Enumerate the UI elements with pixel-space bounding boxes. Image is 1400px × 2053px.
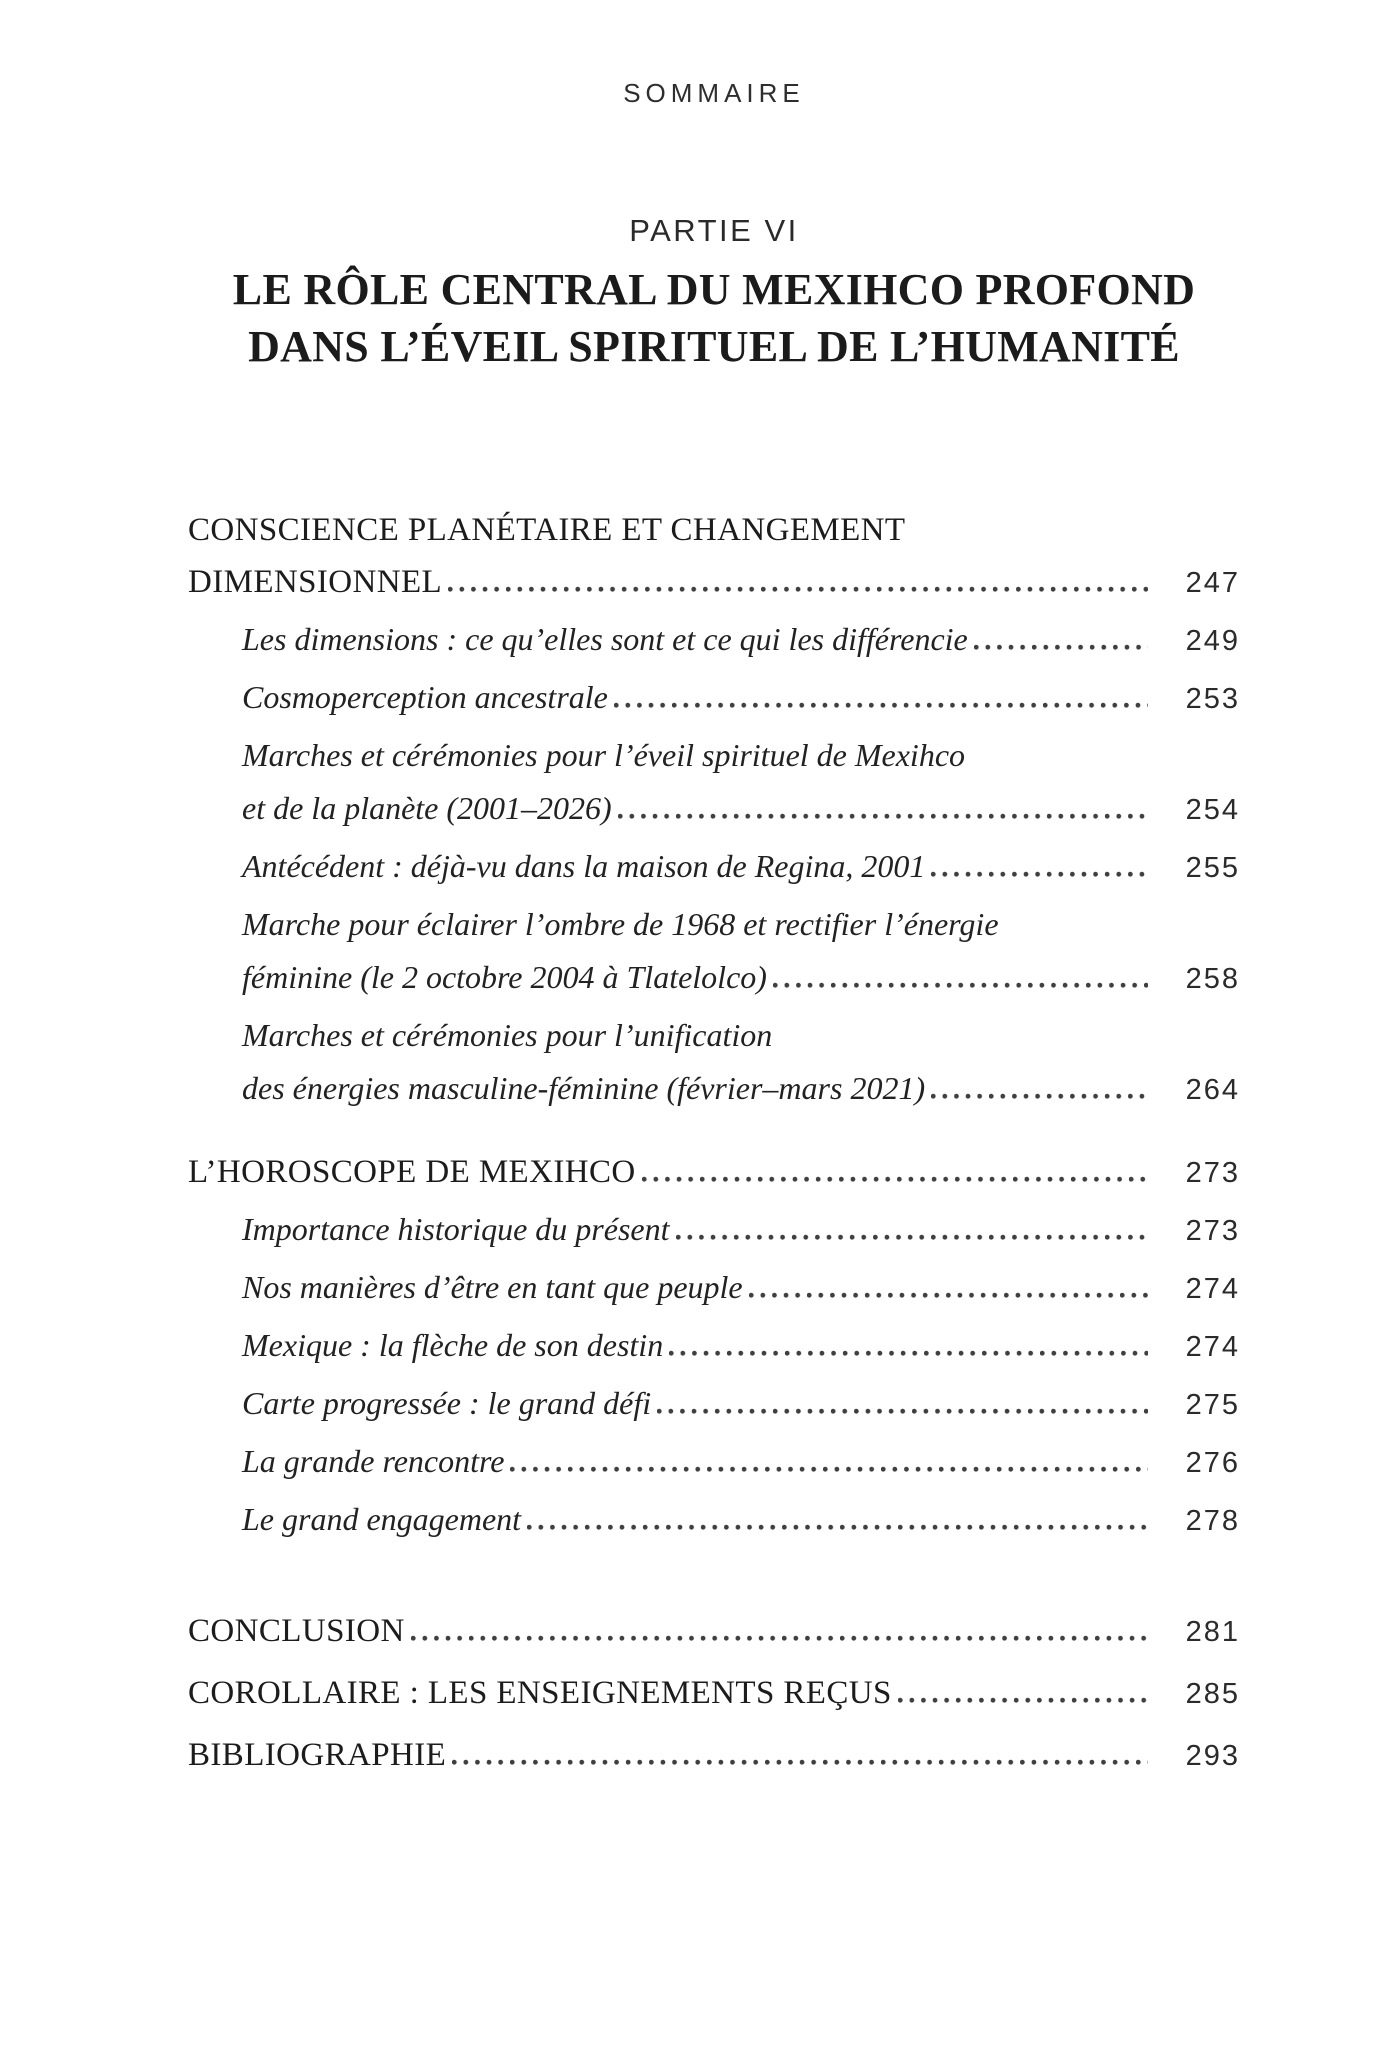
dotted-leader [931,867,1148,877]
toc-entry-line [242,1264,1240,1312]
toc-list [188,507,1240,1779]
toc-entry-text: Marches et cérémonies pour l’éveil spirituel de Mexihco [242,737,966,773]
toc-entry-line [188,1670,1240,1717]
page-number: 254 [1185,794,1240,826]
toc-entry-text: L’HOROSCOPE DE MEXIHCO [188,1154,636,1190]
toc-entry [188,616,1240,664]
toc-entry-line [188,507,1240,559]
dotted-leader [448,582,1148,592]
toc-entry-line [242,1496,1240,1544]
toc-entry [188,1732,1240,1779]
toc-entry-line [242,954,1240,1002]
toc-entry [188,732,1240,833]
toc-entry-line [242,1206,1240,1254]
toc-entry-text: Le grand engagement [242,1501,522,1537]
toc-entry-line [242,616,1240,664]
dotted-leader [676,1230,1149,1240]
dotted-leader [669,1346,1148,1356]
toc-entry-line [242,1065,1240,1113]
toc-entry-text: Nos manières d’être en tant que peuple [242,1269,743,1305]
toc-entry-line [242,732,1240,785]
toc-entry-text: Cosmoperception ancestrale [242,679,608,715]
toc-entry [188,1438,1240,1486]
toc-entry-text: CONSCIENCE PLANÉTAIRE ET CHANGEMENT [188,512,906,548]
dotted-leader [773,978,1148,988]
toc-entry [188,1206,1240,1254]
dotted-leader [749,1288,1148,1298]
toc-entry-line [242,785,1240,833]
dotted-leader [898,1693,1148,1703]
page-number: 285 [1185,1678,1240,1710]
toc-entry [188,1264,1240,1312]
toc-entry-text: Marches et cérémonies pour l’unification [242,1017,773,1053]
toc-entry-text: Importance historique du présent [242,1211,670,1247]
toc-entry-text: BIBLIOGRAPHIE [188,1737,447,1773]
dotted-leader [931,1089,1148,1099]
page-number: 281 [1185,1616,1240,1648]
page-number: 293 [1185,1740,1240,1772]
toc-entry-text: La grande rencontre [242,1443,505,1479]
page-number: 274 [1185,1331,1240,1363]
page-number: 253 [1185,683,1240,715]
part-title-line-2: DANS L’ÉVEIL SPIRITUEL DE L’HUMANITÉ [248,322,1180,371]
toc-entry-text: Carte progressée : le grand défi [242,1385,652,1421]
dotted-leader [527,1520,1148,1530]
toc-entry [188,1380,1240,1428]
page-number: 273 [1185,1157,1240,1189]
toc-entry-line [242,1438,1240,1486]
toc-entry-line [188,559,1240,606]
dotted-leader [642,1172,1148,1182]
toc-entry [188,901,1240,1002]
toc-entry-text: Mexique : la flèche de son destin [242,1327,664,1363]
toc-entry [188,1670,1240,1717]
page-number: 247 [1185,567,1240,599]
toc-entry [188,1012,1240,1113]
page-number: 276 [1185,1447,1240,1479]
toc-entry-text: DIMENSIONNEL [188,564,443,600]
toc-entry [188,843,1240,891]
toc-entry-text: CONCLUSION [188,1613,405,1649]
toc-entry [188,1149,1240,1196]
page-number: 274 [1185,1273,1240,1305]
dotted-leader [974,640,1148,650]
toc-entry-text: et de la planète (2001–2026) [242,790,612,826]
toc-entry [188,1608,1240,1655]
toc-entry-line [242,674,1240,722]
dotted-leader [614,698,1148,708]
page-number: 255 [1185,852,1240,884]
page-number: 273 [1185,1215,1240,1247]
toc-entry-text: Antécédent : déjà-vu dans la maison de Regina, 2001 [242,848,926,884]
toc-entry-text: féminine (le 2 octobre 2004 à Tlatelolco) [242,959,767,995]
running-header: SOMMAIRE [623,78,805,108]
dotted-leader [452,1755,1148,1765]
toc-entry-line [188,1149,1240,1196]
toc-entry [188,1496,1240,1544]
dotted-leader [411,1631,1148,1641]
toc-entry-line [188,1732,1240,1779]
toc-entry-text: Marche pour éclairer l’ombre de 1968 et rectifier l’énergie [242,906,999,942]
page-number: 275 [1185,1389,1240,1421]
toc-entry-text: des énergies masculine-féminine (février–mars 2021) [242,1070,926,1106]
toc-entry-text: Les dimensions : ce qu’elles sont et ce qui les différencie [242,621,968,657]
toc-entry [188,1322,1240,1370]
part-label: PARTIE VI [629,213,799,248]
part-title-line-1: LE RÔLE CENTRAL DU MEXIHCO PROFOND [232,265,1196,314]
toc-entry-line [188,1608,1240,1655]
dotted-leader [657,1404,1148,1414]
toc-entry-line [242,1012,1240,1065]
part-title [188,261,1240,375]
toc-entry-line [242,1380,1240,1428]
toc-entry-line [242,901,1240,954]
toc-entry [188,674,1240,722]
page-number: 264 [1185,1074,1240,1106]
toc-entry-line [242,843,1240,891]
toc-entry-line [242,1322,1240,1370]
page-number: 249 [1185,625,1240,657]
toc-entry [188,507,1240,606]
dotted-leader [510,1462,1148,1472]
dotted-leader [618,809,1148,819]
page-number: 258 [1185,963,1240,995]
page-number: 278 [1185,1505,1240,1537]
toc-entry-text: COROLLAIRE : LES ENSEIGNEMENTS REÇUS [188,1675,892,1711]
